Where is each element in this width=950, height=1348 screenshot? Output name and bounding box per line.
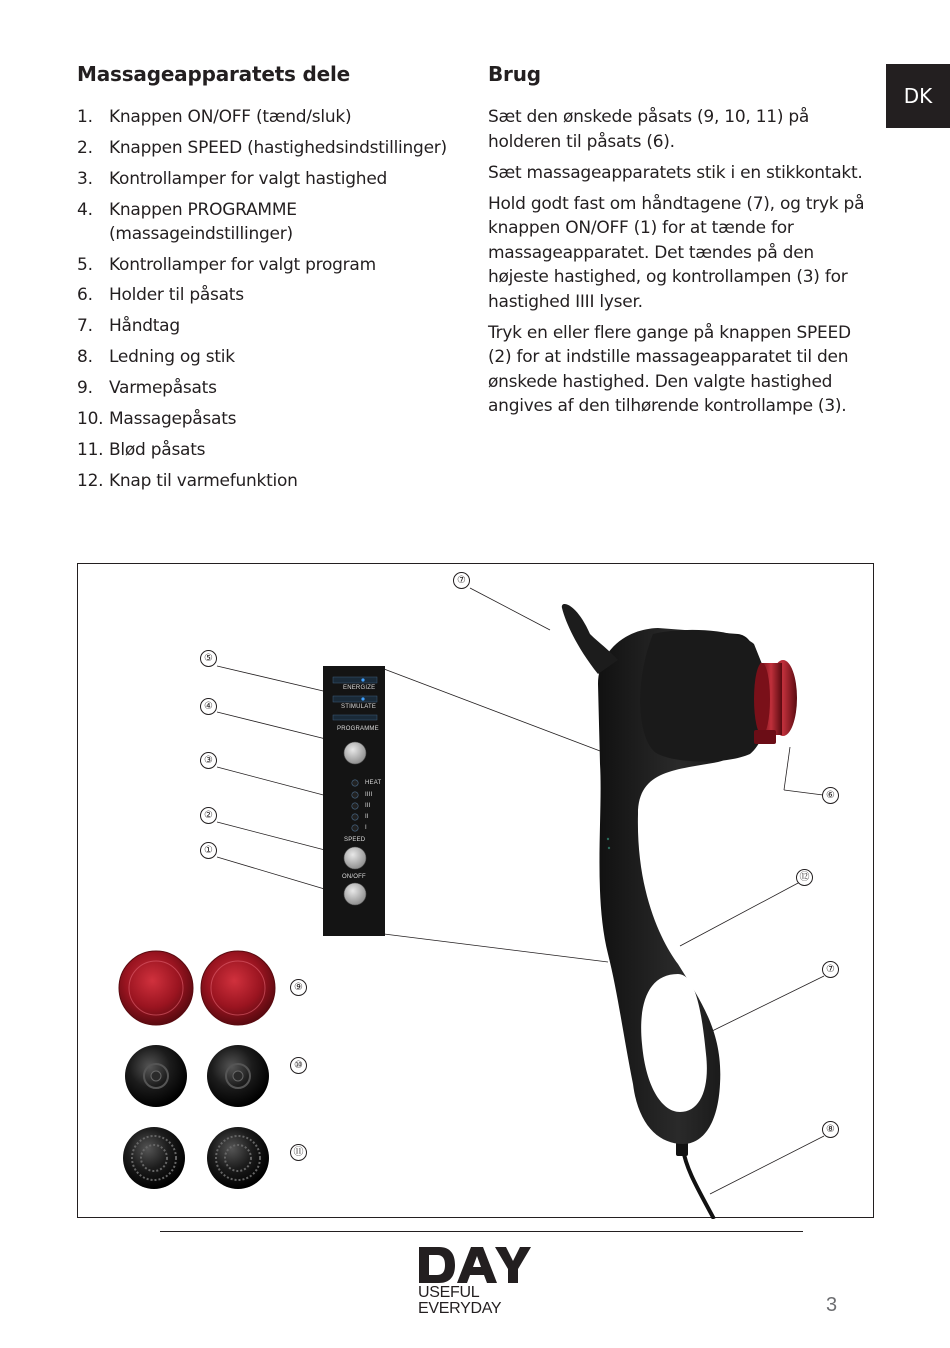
panel-label-speed-4: IIII xyxy=(365,792,373,798)
panel-label-programme: PROGRAMME xyxy=(337,726,379,732)
day-logo-icon xyxy=(417,1245,532,1285)
diagram-illustration xyxy=(78,564,875,1219)
list-item: 2. Knappen SPEED (hastighedsindstillinger) xyxy=(77,137,447,158)
callout-12: ⑫ xyxy=(796,869,813,886)
list-item: 5. Kontrollamper for valgt program xyxy=(77,254,376,275)
list-item: 6. Holder til påsats xyxy=(77,285,244,306)
callout-9: ⑨ xyxy=(290,979,307,996)
logo-text-everyday: EVERYDAY xyxy=(418,1300,502,1317)
massage-attachments xyxy=(125,1045,269,1107)
panel-label-speed-1: I xyxy=(365,825,367,831)
heat-attachments xyxy=(119,951,275,1025)
callout-10: ⑩ xyxy=(290,1057,307,1074)
list-item: 1. Knappen ON/OFF (tænd/sluk) xyxy=(77,107,352,127)
callout-5: ⑤ xyxy=(200,650,217,667)
callout-6: ⑥ xyxy=(822,787,839,804)
list-item: 7. Håndtag xyxy=(77,316,180,337)
language-tab: DK xyxy=(886,64,950,128)
usage-paragraph: Hold godt fast om håndtagene (7), og tryk på knappen ON/OFF (1) for at tænde for massageapparatet. Det tændes på den højeste hastighed, og kontrollampen (3) for hastighed IIII lyser. xyxy=(488,193,865,312)
usage-heading: Brug xyxy=(488,62,541,86)
parts-section xyxy=(77,60,467,500)
massager-device xyxy=(562,604,797,1219)
list-item: 8. Ledning og stik xyxy=(77,347,235,368)
parts-heading: Massageapparatets dele xyxy=(77,62,351,86)
list-item: 4. Knappen PROGRAMME (massageindstillinger) xyxy=(77,199,297,244)
footer-divider xyxy=(160,1231,803,1232)
panel-label-speed: SPEED xyxy=(344,837,366,843)
callout-1: ① xyxy=(200,842,217,859)
panel-label-stimulate: STIMULATE xyxy=(341,704,377,710)
usage-paragraph: Sæt den ønskede påsats (9, 10, 11) på holderen til påsats (6). xyxy=(488,107,810,152)
panel-label-energize: ENERGIZE xyxy=(343,685,376,691)
callout-7-top: ⑦ xyxy=(453,572,470,589)
callout-2: ② xyxy=(200,807,217,824)
callout-7-bottom: ⑦ xyxy=(822,961,839,978)
parts-list xyxy=(77,105,467,493)
panel-label-onoff: ON/OFF xyxy=(342,874,366,880)
panel-label-heat: HEAT xyxy=(365,780,382,786)
product-diagram xyxy=(77,563,874,1218)
list-item: 12. Knap til varmefunktion xyxy=(77,470,298,491)
list-item: 11. Blød påsats xyxy=(77,439,206,460)
callout-11: ⑪ xyxy=(290,1144,307,1161)
callout-8: ⑧ xyxy=(822,1121,839,1138)
panel-label-speed-3: III xyxy=(365,803,371,809)
list-item: 10. Massagepåsats xyxy=(77,409,237,430)
usage-paragraph: Tryk en eller flere gange på knappen SPEED (2) for at indstille massageapparatet til den ønskede hastighed. Den valgte hastighed angives af den tilhørende kontrollampe (3). xyxy=(488,322,851,416)
panel-label-speed-2: II xyxy=(365,814,369,820)
list-item: 3. Kontrollamper for valgt hastighed xyxy=(77,168,388,189)
usage-paragraph: Sæt massageapparatets stik i en stikkontakt. xyxy=(488,162,863,183)
brand-logo xyxy=(417,1245,532,1320)
logo-text-useful: USEFUL xyxy=(418,1284,480,1301)
page-number: 3 xyxy=(826,1294,838,1316)
callout-3: ③ xyxy=(200,752,217,769)
soft-attachments xyxy=(123,1127,269,1189)
callout-4: ④ xyxy=(200,698,217,715)
list-item: 9. Varmepåsats xyxy=(77,378,217,399)
usage-section xyxy=(488,60,878,425)
